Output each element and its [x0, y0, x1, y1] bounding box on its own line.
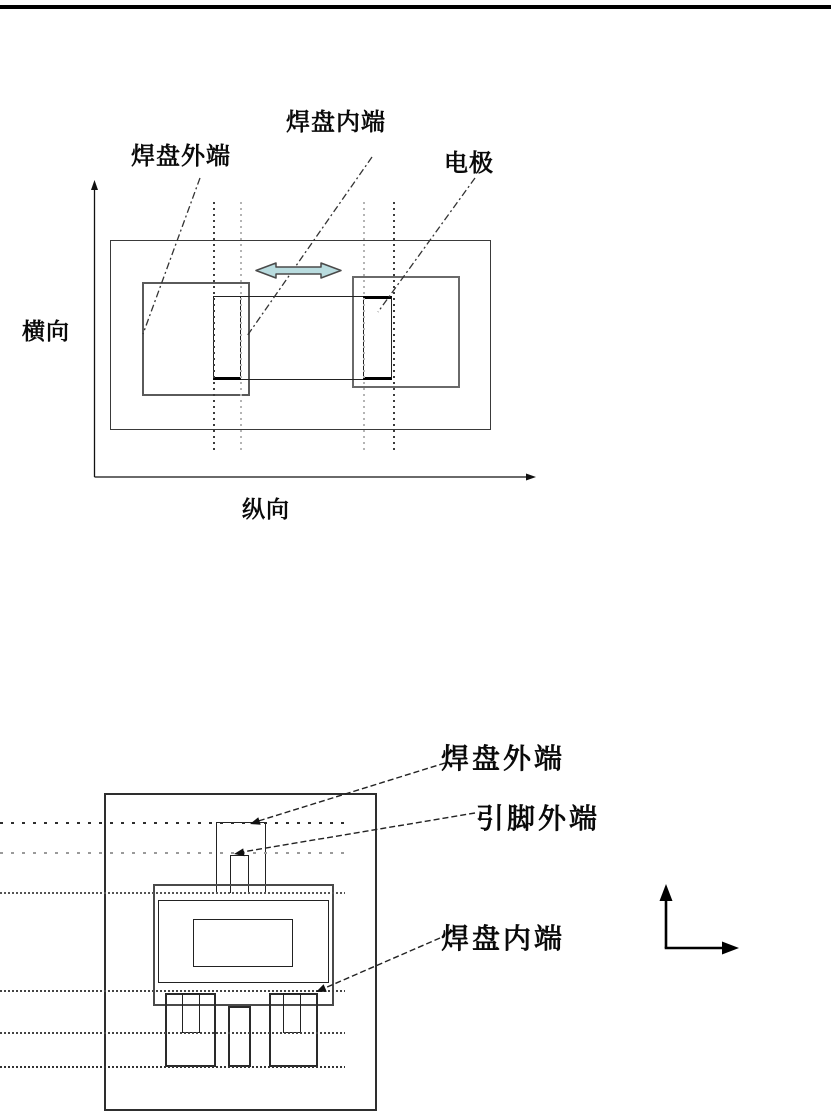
arrow-up-icon [91, 180, 98, 190]
top-label-pad-outer: 焊盘外端 [131, 142, 231, 170]
leader-line-lead-outer [236, 813, 475, 853]
bottom-label-pad-outer: 焊盘外端 [441, 742, 566, 775]
bottom-label-pad-inner: 焊盘内端 [441, 922, 566, 955]
arrow-right-icon [722, 942, 739, 955]
leader-line-pad-inner-bottom [318, 938, 440, 991]
leader-arrowhead-icon [316, 984, 327, 992]
double-arrow-icon [256, 263, 341, 278]
leader-line-electrode [378, 178, 475, 312]
leader-line-pad-outer-bottom [252, 763, 445, 823]
top-label-axis-vertical: 横向 [22, 319, 70, 345]
arrow-right-icon [526, 474, 536, 481]
top-label-pad-inner: 焊盘内端 [286, 108, 386, 136]
leader-arrowhead-icon [250, 817, 261, 825]
arrow-up-icon [660, 884, 673, 901]
top-label-electrode: 电极 [444, 149, 494, 177]
leader-line-pad-outer [143, 178, 200, 334]
bottom-label-lead-outer: 引脚外端 [476, 802, 601, 835]
leader-arrowhead-icon [234, 848, 245, 856]
leader-line-pad-inner [247, 157, 372, 336]
top-label-axis-horizontal: 纵向 [242, 497, 290, 523]
